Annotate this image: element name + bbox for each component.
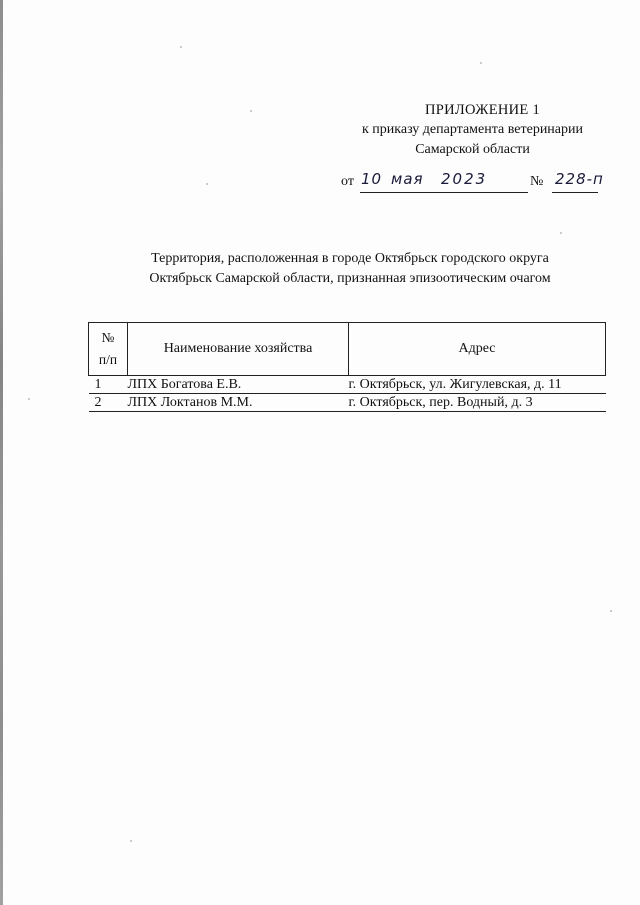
header-number-symbol: №	[101, 330, 115, 345]
row-number: 1	[89, 376, 128, 394]
scan-edge	[0, 0, 3, 905]
farms-table	[88, 322, 606, 412]
appendix-title: ПРИЛОЖЕНИЕ 1	[424, 102, 541, 118]
date-year: 2023	[441, 170, 488, 188]
row-address: г. Октябрьск, ул. Жигулевская, д. 11	[349, 376, 606, 394]
date-prefix: от	[341, 174, 354, 189]
date-month: мая	[391, 170, 424, 188]
scan-speck	[130, 840, 132, 842]
header-number	[89, 323, 128, 376]
scan-speck	[560, 232, 562, 234]
order-number: 228-п	[555, 170, 604, 188]
row-farm-name: ЛПХ Богатова Е.В.	[128, 376, 349, 394]
document-subtitle	[120, 249, 580, 289]
table-row	[89, 394, 606, 412]
header-farm-name: Наименование хозяйства	[128, 323, 349, 376]
date-day: 10	[361, 170, 383, 188]
appendix-header	[330, 100, 615, 160]
scan-speck	[610, 610, 612, 612]
scan-speck	[180, 46, 182, 48]
subtitle-line-2: Октябрьск Самарской области, признанная эпизоотическим очагом	[149, 271, 551, 286]
appendix-line-2: Самарской области	[415, 142, 530, 157]
appendix-line-1: к приказу департамента ветеринарии	[361, 122, 583, 137]
header-number-pp: п/п	[98, 352, 118, 367]
table-header-row	[89, 323, 606, 376]
row-address: г. Октябрьск, пер. Водный, д. 3	[349, 394, 606, 412]
row-farm-name: ЛПХ Локтанов М.М.	[128, 394, 349, 412]
header-address: Адрес	[349, 323, 606, 376]
subtitle-line-1: Территория, расположенная в городе Октябрьск городского округа	[151, 251, 549, 266]
order-date-number	[339, 172, 609, 196]
scan-speck	[28, 398, 30, 400]
scan-speck	[480, 62, 482, 64]
row-number: 2	[89, 394, 128, 412]
number-prefix: №	[530, 174, 544, 189]
scan-speck	[206, 183, 208, 185]
table-row	[89, 376, 606, 394]
scan-speck	[250, 110, 252, 112]
